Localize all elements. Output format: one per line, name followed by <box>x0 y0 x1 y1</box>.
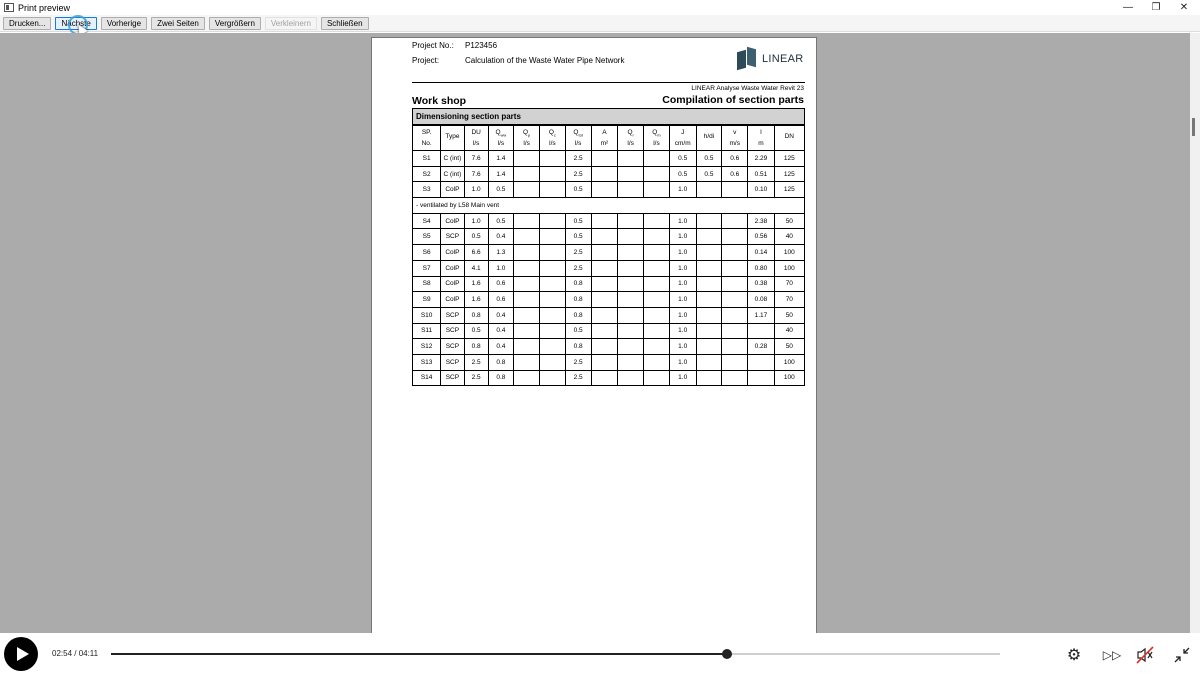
table-cell: SCP <box>441 323 464 339</box>
table-cell: 100 <box>774 260 804 276</box>
table-cell: 0.8 <box>565 339 591 355</box>
table-cell: ColP <box>441 245 464 261</box>
table-cell <box>696 370 721 386</box>
project-no-value: P123456 <box>465 41 498 50</box>
table-row <box>413 292 805 308</box>
seek-bar[interactable] <box>111 653 1000 655</box>
table-cell: 0.4 <box>488 307 513 323</box>
section-right-title: Compilation of section parts <box>662 94 804 106</box>
table-cell: 1.0 <box>669 339 696 355</box>
table-cell: 0.8 <box>565 292 591 308</box>
table-cell: SCP <box>441 354 464 370</box>
table-cell: 0.5 <box>565 323 591 339</box>
table-row <box>413 354 805 370</box>
table-cell: 2.5 <box>565 354 591 370</box>
table-cell: S5 <box>413 229 441 245</box>
table-cell: 2.5 <box>565 245 591 261</box>
table-cell: 1.4 <box>488 166 513 182</box>
table-cell: 0.8 <box>565 276 591 292</box>
table-cell: 125 <box>774 182 804 198</box>
table-cell <box>591 307 617 323</box>
table-cell <box>618 151 644 167</box>
table-cell: S3 <box>413 182 441 198</box>
table-cell: 0.8 <box>464 307 488 323</box>
table-cell <box>540 323 565 339</box>
muted-speaker-icon[interactable] <box>1135 645 1155 665</box>
table-cell: 0.5 <box>696 151 721 167</box>
column-header: J cm/m <box>669 126 696 151</box>
table-cell <box>644 339 669 355</box>
dimensioning-table-block <box>412 108 805 386</box>
table-cell: 0.8 <box>565 307 591 323</box>
table-cell: 1.0 <box>669 245 696 261</box>
table-cell: 40 <box>774 229 804 245</box>
table-cell <box>644 229 669 245</box>
table-cell <box>722 213 748 229</box>
table-cell: S13 <box>413 354 441 370</box>
table-cell <box>696 292 721 308</box>
table-cell: 1.0 <box>669 323 696 339</box>
table-cell: SCP <box>441 307 464 323</box>
column-header: v m/s <box>722 126 748 151</box>
logo-text: LINEAR <box>762 53 804 65</box>
table-cell <box>748 354 774 370</box>
linear-logo <box>737 48 804 70</box>
table-cell: 2.5 <box>565 260 591 276</box>
table-cell: 0.6 <box>488 292 513 308</box>
table-cell <box>514 276 540 292</box>
table-cell <box>540 354 565 370</box>
table-cell <box>540 339 565 355</box>
table-cell: 0.4 <box>488 323 513 339</box>
table-cell <box>644 245 669 261</box>
table-cell <box>540 213 565 229</box>
header-divider <box>412 82 805 83</box>
table-cell: 0.5 <box>565 182 591 198</box>
table-cell <box>591 323 617 339</box>
table-note: - ventilated by L58 Main vent <box>413 198 805 214</box>
table-row <box>413 166 805 182</box>
table-cell: 1.0 <box>669 276 696 292</box>
table-cell: ColP <box>441 276 464 292</box>
restore-icon[interactable]: ❐ <box>1151 2 1161 13</box>
table-cell <box>696 354 721 370</box>
table-cell: 2.5 <box>565 151 591 167</box>
seek-bar-handle[interactable] <box>722 649 732 659</box>
table-row <box>413 245 805 261</box>
table-cell <box>618 323 644 339</box>
table-cell <box>591 292 617 308</box>
table-cell <box>618 213 644 229</box>
column-header: DN <box>774 126 804 151</box>
table-cell <box>591 370 617 386</box>
table-cell <box>644 354 669 370</box>
table-cell: 2.5 <box>464 370 488 386</box>
column-header: $Q_r$ l/s <box>618 126 644 151</box>
table-row <box>413 260 805 276</box>
table-cell <box>591 151 617 167</box>
table-cell: 125 <box>774 151 804 167</box>
table-cell <box>591 182 617 198</box>
table-cell: 0.38 <box>748 276 774 292</box>
table-cell: 7.6 <box>464 151 488 167</box>
table-cell: S8 <box>413 276 441 292</box>
table-cell <box>618 182 644 198</box>
table-cell <box>514 339 540 355</box>
table-cell: S6 <box>413 245 441 261</box>
table-header-row <box>413 126 805 151</box>
table-cell: 0.6 <box>722 151 748 167</box>
table-cell <box>722 245 748 261</box>
table-cell <box>722 182 748 198</box>
table-cell: 0.5 <box>488 213 513 229</box>
table-cell <box>748 370 774 386</box>
table-cell <box>591 276 617 292</box>
table-cell <box>514 307 540 323</box>
table-cell: 1.0 <box>669 354 696 370</box>
table-cell <box>514 260 540 276</box>
table-cell: 0.10 <box>748 182 774 198</box>
table-cell: 7.6 <box>464 166 488 182</box>
table-cell <box>514 229 540 245</box>
table-cell <box>722 276 748 292</box>
table-cell <box>644 370 669 386</box>
table-cell: ColP <box>441 213 464 229</box>
close-icon[interactable]: ✕ <box>1179 2 1189 13</box>
table-cell: 0.4 <box>488 339 513 355</box>
table-cell: 2.29 <box>748 151 774 167</box>
video-player-controls <box>0 633 1200 676</box>
table-cell <box>722 260 748 276</box>
playback-time: 02:54 / 04:11 <box>52 649 99 658</box>
table-cell: 70 <box>774 292 804 308</box>
table-cell <box>514 370 540 386</box>
toolbar <box>0 15 1200 32</box>
column-header: $Q_p$ l/s <box>514 126 540 151</box>
table-cell: ColP <box>441 182 464 198</box>
table-cell <box>540 276 565 292</box>
table-row <box>413 276 805 292</box>
table-cell: 100 <box>774 370 804 386</box>
table-cell: 1.0 <box>464 182 488 198</box>
table-cell: 0.28 <box>748 339 774 355</box>
table-cell <box>696 182 721 198</box>
table-row <box>413 323 805 339</box>
table-cell <box>540 151 565 167</box>
table-cell: 1.0 <box>669 260 696 276</box>
table-cell: 0.56 <box>748 229 774 245</box>
table-cell: 70 <box>774 276 804 292</box>
table-cell <box>722 339 748 355</box>
table-cell <box>540 182 565 198</box>
table-cell <box>644 292 669 308</box>
scrollbar-thumb[interactable] <box>1192 118 1195 136</box>
zoom-in-button[interactable]: Vergrößern <box>209 17 261 30</box>
table-cell: 1.17 <box>748 307 774 323</box>
collapse-arrows-icon[interactable] <box>1172 645 1192 665</box>
table-cell <box>591 213 617 229</box>
next-page-button[interactable]: Nächste <box>55 17 96 30</box>
table-cell <box>618 292 644 308</box>
table-cell <box>748 323 774 339</box>
table-cell <box>591 245 617 261</box>
table-cell: 0.08 <box>748 292 774 308</box>
table-cell: 0.5 <box>565 213 591 229</box>
column-header: $Q_m$ l/s <box>644 126 669 151</box>
table-cell: 1.0 <box>669 213 696 229</box>
column-header: SP. No. <box>413 126 441 151</box>
table-cell: C (int) <box>441 151 464 167</box>
table-cell: 0.8 <box>488 354 513 370</box>
table-cell: 1.0 <box>669 292 696 308</box>
table-cell <box>618 276 644 292</box>
table-cell: 2.5 <box>464 354 488 370</box>
table-cell: 0.5 <box>464 229 488 245</box>
column-header: $Q_{ww}$ l/s <box>488 126 513 151</box>
table-cell <box>514 245 540 261</box>
table-row <box>413 370 805 386</box>
two-pages-button[interactable]: Zwei Seiten <box>151 17 205 30</box>
table-cell <box>644 151 669 167</box>
table-cell: 50 <box>774 213 804 229</box>
table-cell: SCP <box>441 370 464 386</box>
table-cell <box>722 370 748 386</box>
table-cell: S12 <box>413 339 441 355</box>
table-cell <box>722 307 748 323</box>
table-cell <box>514 213 540 229</box>
table-cell <box>696 229 721 245</box>
table-cell <box>696 339 721 355</box>
table-cell: 1.0 <box>669 229 696 245</box>
table-cell: SCP <box>441 229 464 245</box>
table-cell: S14 <box>413 370 441 386</box>
table-cell: 1.0 <box>669 182 696 198</box>
table-cell <box>591 229 617 245</box>
column-header: $Q_c$ l/s <box>540 126 565 151</box>
table-cell <box>696 245 721 261</box>
table-cell: S4 <box>413 213 441 229</box>
column-header: Type <box>441 126 464 151</box>
table-cell <box>696 307 721 323</box>
section-left-title: Work shop <box>412 95 467 107</box>
linear-logo-icon <box>737 48 757 70</box>
table-cell <box>540 245 565 261</box>
column-header: A m² <box>591 126 617 151</box>
table-cell <box>591 354 617 370</box>
table-cell: 1.6 <box>464 292 488 308</box>
table-cell: C (int) <box>441 166 464 182</box>
table-cell <box>722 354 748 370</box>
table-cell: 0.8 <box>464 339 488 355</box>
table-row <box>413 307 805 323</box>
table-cell: 100 <box>774 354 804 370</box>
table-cell: 50 <box>774 307 804 323</box>
table-cell: 1.0 <box>464 213 488 229</box>
table-cell <box>540 307 565 323</box>
table-row <box>413 198 805 214</box>
table-cell: 2.5 <box>565 370 591 386</box>
table-cell: 0.80 <box>748 260 774 276</box>
table-cell <box>591 166 617 182</box>
close-preview-button[interactable]: Schließen <box>321 17 369 30</box>
table-cell: 6.6 <box>464 245 488 261</box>
table-cell <box>618 260 644 276</box>
table-cell: 2.38 <box>748 213 774 229</box>
table-cell <box>514 292 540 308</box>
table-row <box>413 182 805 198</box>
table-cell <box>540 166 565 182</box>
column-header: l m <box>748 126 774 151</box>
table-cell: 1.6 <box>464 276 488 292</box>
table-cell: 0.4 <box>488 229 513 245</box>
app-icon <box>4 3 14 12</box>
table-cell: 0.5 <box>669 166 696 182</box>
table-cell <box>540 292 565 308</box>
table-row <box>413 151 805 167</box>
table-cell: S10 <box>413 307 441 323</box>
table-cell <box>540 229 565 245</box>
table-cell <box>591 339 617 355</box>
table-cell: S9 <box>413 292 441 308</box>
table-cell: 1.0 <box>669 370 696 386</box>
project-no-label: Project No.: <box>412 41 454 50</box>
table-cell: 0.51 <box>748 166 774 182</box>
table-cell <box>722 292 748 308</box>
table-cell: 0.5 <box>464 323 488 339</box>
table-cell: S11 <box>413 323 441 339</box>
table-cell <box>644 182 669 198</box>
table-cell: 1.0 <box>669 307 696 323</box>
table-cell <box>696 213 721 229</box>
gear-icon[interactable]: ⚙ <box>1066 647 1082 664</box>
table-cell <box>618 229 644 245</box>
previous-page-button[interactable]: Vorherige <box>101 17 147 30</box>
table-cell <box>514 323 540 339</box>
table-cell <box>514 166 540 182</box>
table-body <box>413 151 805 386</box>
table-cell <box>644 323 669 339</box>
table-cell <box>618 245 644 261</box>
table-cell: ColP <box>441 292 464 308</box>
table-row <box>413 229 805 245</box>
table-cell: SCP <box>441 339 464 355</box>
table-cell <box>722 229 748 245</box>
table-cell: 0.14 <box>748 245 774 261</box>
table-cell <box>514 182 540 198</box>
table-cell: 0.5 <box>696 166 721 182</box>
table-cell <box>618 166 644 182</box>
project-name: Calculation of the Waste Water Pipe Network <box>465 56 625 65</box>
print-page <box>371 37 817 637</box>
table-cell: 1.3 <box>488 245 513 261</box>
table-cell: ColP <box>441 260 464 276</box>
table-cell <box>540 370 565 386</box>
table-cell: 0.8 <box>488 370 513 386</box>
table-cell <box>696 260 721 276</box>
table-cell <box>644 166 669 182</box>
print-button[interactable]: Drucken... <box>3 17 51 30</box>
table-cell: 0.6 <box>488 276 513 292</box>
table-cell: 4.1 <box>464 260 488 276</box>
table-cell <box>644 307 669 323</box>
table-cell: 100 <box>774 245 804 261</box>
table-cell <box>618 339 644 355</box>
column-header: DU l/s <box>464 126 488 151</box>
table-cell: 50 <box>774 339 804 355</box>
seek-bar-progress <box>111 653 727 655</box>
table-cell <box>644 276 669 292</box>
table-cell <box>618 307 644 323</box>
table-cell <box>644 260 669 276</box>
software-name: LINEAR Analyse Waste Water Revit 23 <box>691 85 804 92</box>
table-cell: 40 <box>774 323 804 339</box>
table-row <box>413 339 805 355</box>
window-title: Print preview <box>18 2 71 13</box>
table-cell: 1.0 <box>488 260 513 276</box>
table-cell: 0.5 <box>565 229 591 245</box>
table-cell: 0.5 <box>488 182 513 198</box>
play-button[interactable] <box>4 637 38 671</box>
table-cell: 125 <box>774 166 804 182</box>
table-cell: S7 <box>413 260 441 276</box>
table-cell <box>514 354 540 370</box>
column-header: $Q_{tot}$ l/s <box>565 126 591 151</box>
title-bar <box>0 0 1200 15</box>
table-cell <box>722 323 748 339</box>
table-cell: 0.6 <box>722 166 748 182</box>
table-cell: S1 <box>413 151 441 167</box>
table-row <box>413 213 805 229</box>
zoom-out-button[interactable]: Verkleinern <box>265 17 317 30</box>
column-header: h/di <box>696 126 721 151</box>
project-label: Project: <box>412 56 440 65</box>
table-cell <box>591 260 617 276</box>
table-cell <box>644 213 669 229</box>
table-cell <box>540 260 565 276</box>
table-cell: 2.5 <box>565 166 591 182</box>
table-title: Dimensioning section parts <box>412 108 805 125</box>
table-cell <box>696 276 721 292</box>
fast-forward-icon[interactable]: ▷▷ <box>1102 648 1122 662</box>
table-cell: S2 <box>413 166 441 182</box>
table-cell: 1.4 <box>488 151 513 167</box>
table-cell <box>618 354 644 370</box>
table-cell <box>696 323 721 339</box>
section-parts-table <box>412 125 805 386</box>
table-cell <box>618 370 644 386</box>
minimize-icon[interactable]: — <box>1123 2 1133 13</box>
table-cell: 0.5 <box>669 151 696 167</box>
table-cell <box>514 151 540 167</box>
